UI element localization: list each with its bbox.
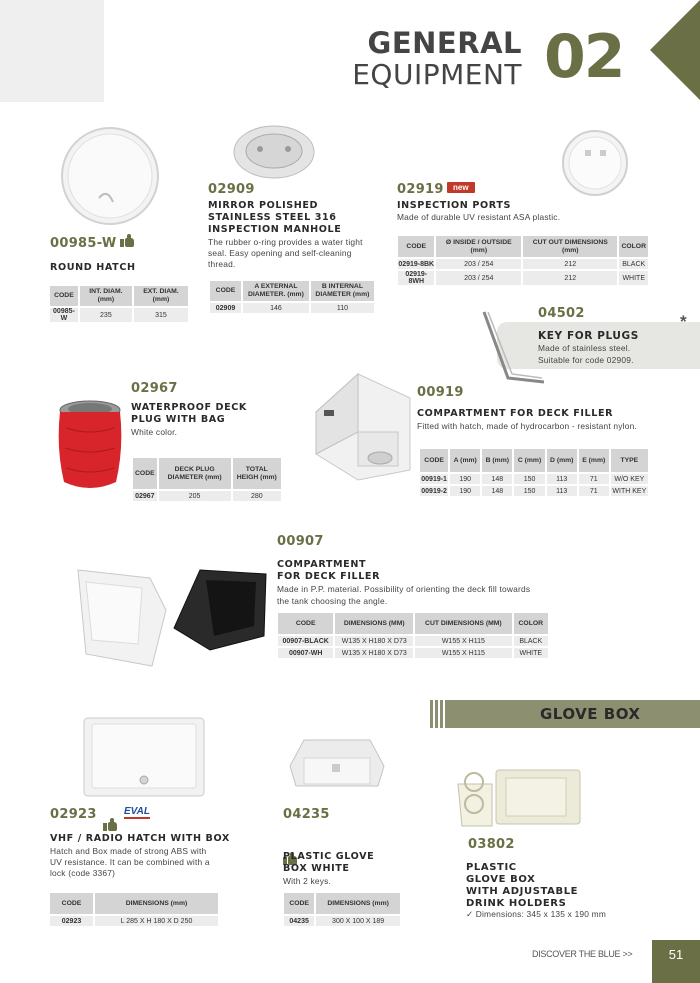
corner-block	[0, 0, 104, 102]
header-title-line1: GENERAL	[367, 26, 522, 60]
table-cell: 71	[578, 485, 610, 497]
spec-table-02909	[210, 281, 376, 315]
product-title-04235-b: BOX WHITE	[283, 863, 350, 874]
table-cell: 315	[133, 307, 189, 323]
product-code-03802: 03802	[468, 837, 515, 852]
product-code-02909: 02909	[208, 182, 255, 197]
table-header-cell: DIMENSIONS (mm)	[94, 893, 219, 915]
table-cell: 280	[232, 490, 282, 502]
table-header-cell: CODE	[284, 893, 315, 915]
deck-filler-compartment-image	[310, 372, 416, 482]
product-title-03802-b: GLOVE BOX	[466, 874, 536, 885]
table-header-cell: DECK PLUG DIAMETER (mm)	[158, 458, 232, 490]
table-cell: 235	[79, 307, 133, 323]
table-cell: 113	[546, 473, 578, 485]
table-header-cell: CODE	[50, 286, 79, 307]
product-desc-02909-b: seal. Easy opening and self-cleaning	[208, 248, 352, 258]
table-header-cell: C (mm)	[513, 449, 545, 473]
spec-table-02967	[133, 458, 283, 503]
table-cell: 00919-2	[420, 485, 449, 497]
product-desc-02909-c: thread.	[208, 259, 236, 269]
compartment-black-image	[170, 566, 270, 652]
table-cell: 00907-WH	[278, 647, 334, 659]
table-header-cell: CODE	[398, 236, 435, 258]
product-title-04502: KEY FOR PLUGS	[538, 330, 639, 342]
table-cell: 04235	[284, 915, 315, 927]
product-desc-03802: ✓ Dimensions: 345 x 135 x 190 mm	[466, 909, 607, 919]
product-title-02967-b: PLUG WITH BAG	[131, 414, 226, 425]
table-cell: 00919-1	[420, 473, 449, 485]
deck-plug-bag-image	[52, 398, 128, 492]
product-code-04502: 04502	[538, 306, 585, 321]
table-cell: 300 X 100 X 189	[315, 915, 401, 927]
product-code-02923: 02923	[50, 807, 97, 822]
spec-table-02919	[398, 236, 650, 287]
product-desc-02919: Made of durable UV resistant ASA plastic.	[397, 212, 561, 222]
table-header-cell: TYPE	[610, 449, 649, 473]
spec-table-00985	[50, 286, 190, 324]
table-header-cell: B (mm)	[481, 449, 513, 473]
product-title-02919: INSPECTION PORTS	[397, 200, 511, 211]
table-cell: WHITE	[618, 270, 649, 286]
table-header-cell: B INTERNAL DIAMETER (mm)	[310, 281, 375, 302]
table-cell: BLACK	[618, 258, 649, 270]
table-cell: 02919-8WH	[398, 270, 435, 286]
table-cell: 150	[513, 473, 545, 485]
table-header-cell: CODE	[50, 893, 94, 915]
inspection-manhole-image	[232, 124, 316, 180]
product-desc-02923-b: UV resistance. It can be combined with a	[50, 857, 210, 867]
table-header-cell: COLOR	[618, 236, 649, 258]
product-title-03802-c: WITH ADJUSTABLE	[466, 886, 579, 897]
product-code-02967: 02967	[131, 381, 178, 396]
product-desc-00919: Fitted with hatch, made of hydrocarbon - resistant nylon.	[417, 421, 637, 431]
table-header-cell: DIMENSIONS (MM)	[334, 613, 414, 635]
spec-table-04235	[284, 893, 402, 928]
product-title-02909-b: STAINLESS STEEL 316	[208, 212, 337, 223]
product-desc-00907-b: the tank choosing the angle.	[277, 596, 388, 606]
product-title-04235-a: PLASTIC GLOVE	[283, 851, 375, 862]
table-cell: WHITE	[513, 647, 549, 659]
round-hatch-image	[55, 126, 165, 226]
table-cell: WITH KEY	[610, 485, 649, 497]
product-title-03802-a: PLASTIC	[466, 862, 517, 873]
product-title-00907-b: FOR DECK FILLER	[277, 571, 381, 582]
product-title-03802-d: DRINK HOLDERS	[466, 898, 567, 909]
table-cell: 212	[522, 258, 618, 270]
product-title-00919: COMPARTMENT FOR DECK FILLER	[417, 408, 614, 419]
new-badge: new	[447, 182, 475, 193]
table-header-cell: EXT. DIAM. (mm)	[133, 286, 189, 307]
product-title-02909-c: INSPECTION MANHOLE	[208, 224, 342, 235]
table-header-cell: D (mm)	[546, 449, 578, 473]
product-title-02909-a: MIRROR POLISHED	[208, 200, 319, 211]
product-title-00985: ROUND HATCH	[50, 262, 136, 273]
table-cell: 148	[481, 473, 513, 485]
table-cell: 113	[546, 485, 578, 497]
product-desc-04235: With 2 keys.	[283, 876, 332, 886]
radio-hatch-image	[80, 716, 208, 798]
table-cell: 203 / 254	[435, 270, 522, 286]
table-header-cell: TOTAL HEIGH (mm)	[232, 458, 282, 490]
table-cell: W155 X H115	[414, 635, 512, 647]
table-cell: 00907-BLACK	[278, 635, 334, 647]
product-desc-02909-a: The rubber o-ring provides a water tight	[208, 237, 363, 247]
table-header-cell: COLOR	[513, 613, 549, 635]
page-number: 51	[652, 940, 700, 983]
product-code-04235: 04235	[283, 807, 330, 822]
compartment-white-image	[72, 564, 172, 670]
spec-table-02923	[50, 893, 220, 928]
table-cell: 02919-8BK	[398, 258, 435, 270]
table-cell: L 285 X H 180 X D 250	[94, 915, 219, 927]
table-cell: 71	[578, 473, 610, 485]
table-cell: 02909	[210, 302, 242, 314]
table-header-cell: E (mm)	[578, 449, 610, 473]
product-desc-00907-a: Made in P.P. material. Possibility of orienting the deck fill towards	[277, 584, 531, 594]
product-desc-02923-c: lock (code 3367)	[50, 868, 116, 878]
table-header-cell: A EXTERNAL DIAMETER. (mm)	[242, 281, 310, 302]
product-code-00919: 00919	[417, 385, 464, 400]
table-header-cell: CUT DIMENSIONS (MM)	[414, 613, 512, 635]
product-code-02919: 02919	[397, 182, 444, 197]
header-chevron-icon	[650, 0, 700, 100]
table-header-cell: CODE	[210, 281, 242, 302]
table-cell: 00985-W	[50, 307, 79, 323]
product-title-02923: VHF / RADIO HATCH WITH BOX	[50, 833, 230, 844]
glove-box-white-image	[286, 736, 386, 792]
table-header-cell: CODE	[420, 449, 449, 473]
product-desc-02923-a: Hatch and Box made of strong ABS with	[50, 846, 207, 856]
table-header-cell: CUT OUT DIMENSIONS (mm)	[522, 236, 618, 258]
table-cell: 150	[513, 485, 545, 497]
table-cell: 203 / 254	[435, 258, 522, 270]
chapter-number: 02	[544, 22, 624, 92]
spec-table-00919	[420, 449, 650, 498]
eval-logo: EVAL	[124, 806, 150, 817]
table-cell: BLACK	[513, 635, 549, 647]
thumbs-up-icon	[103, 818, 117, 831]
product-desc-02967: White color.	[131, 427, 178, 437]
table-cell: 146	[242, 302, 310, 314]
table-header-cell: DIMENSIONS (mm)	[315, 893, 401, 915]
table-cell: 205	[158, 490, 232, 502]
product-desc-04502-b: Suitable for code 02909.	[538, 355, 634, 365]
product-desc-04502-a: Made of stainless steel.	[538, 343, 631, 353]
header-title-line2: EQUIPMENT	[352, 58, 522, 91]
table-cell: 110	[310, 302, 375, 314]
table-cell: W135 X H180 X D73	[334, 635, 414, 647]
table-cell: W135 X H180 X D73	[334, 647, 414, 659]
footer-tagline: DISCOVER THE BLUE >>	[532, 949, 633, 959]
product-title-02967-a: WATERPROOF DECK	[131, 402, 247, 413]
table-cell: 148	[481, 485, 513, 497]
table-cell: 190	[449, 485, 481, 497]
table-cell: W/O KEY	[610, 473, 649, 485]
thumbs-up-icon	[120, 234, 134, 247]
inspection-port-image	[560, 130, 630, 196]
table-cell: W155 X H115	[414, 647, 512, 659]
product-title-00907-a: COMPARTMENT	[277, 559, 367, 570]
table-header-cell: CODE	[133, 458, 158, 490]
table-cell: 02967	[133, 490, 158, 502]
table-header-cell: CODE	[278, 613, 334, 635]
spec-table-00907	[278, 613, 550, 660]
star-marker: *	[680, 312, 687, 331]
table-cell: 02923	[50, 915, 94, 927]
section-title-glove-box: GLOVE BOX	[540, 705, 641, 723]
table-header-cell: Ø INSIDE / OUTSIDE (mm)	[435, 236, 522, 258]
table-cell: 212	[522, 270, 618, 286]
table-header-cell: INT. DIAM. (mm)	[79, 286, 133, 307]
product-code-00985: 00985-W	[50, 236, 117, 251]
table-cell: 190	[449, 473, 481, 485]
product-code-00907: 00907	[277, 534, 324, 549]
table-header-cell: A (mm)	[449, 449, 481, 473]
glove-box-drink-holders-image	[452, 764, 584, 840]
